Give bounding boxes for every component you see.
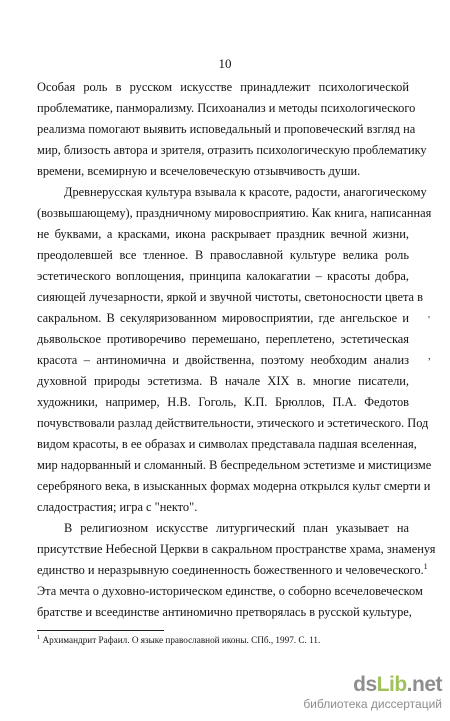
footnote <box>37 634 417 646</box>
footnote-text: Архимандрит Рафаил. О языке православной иконы. СПб., 1997. С. 11. <box>42 635 321 645</box>
margin-mark: , <box>428 350 431 362</box>
body-text-line: сакральном. В секуляризованном мировосприятии, где ангельское и <box>37 311 409 325</box>
body-text-line <box>37 562 428 578</box>
body-text-line: Эта мечта о духовно-историческом единстве, о соборно всечеловеческом <box>37 584 423 598</box>
body-text-line: преодолевшей все тленное. В православной культуре велика роль <box>37 248 409 262</box>
body-text-line: сияющей лучезарности, яркой и звучной чистоты, светоносности цвета в <box>37 290 423 304</box>
footnote-reference[interactable]: 1 <box>423 562 428 571</box>
body-text-line: красота – антиномична и двойственна, поэтому необходим анализ <box>37 353 409 367</box>
logo-net: .net <box>406 673 442 696</box>
body-text-line: мир надорванный и сломанный. В беспредельном эстетизме и мистицизме <box>37 458 432 472</box>
dslib-logo <box>353 673 442 697</box>
dslib-watermark <box>296 673 446 717</box>
body-text-span: единство и неразрывную соединенность божественного и человеческого. <box>37 563 424 577</box>
body-text-line: проблематике, панморализму. Психоанализ и методы психологического <box>37 101 416 115</box>
watermark-subtitle: библиотека диссертаций <box>303 697 442 711</box>
body-text-line: реализма помогают выявить исповедальный и проповеческий взгляд на <box>37 122 416 136</box>
logo-lib: Lib <box>376 673 407 696</box>
body-text-line: В религиозном искусстве литургический план указывает на <box>64 521 409 535</box>
body-text-line: мир, близость автора и зрителя, отразить психологическую проблематику <box>37 143 427 157</box>
body-text-line: времени, всемирную и всечеловеческую отзывчивость души. <box>37 164 361 178</box>
body-text-line: не буквами, а красками, икона раскрывает праздник вечной жизни, <box>37 227 409 241</box>
margin-mark: ' <box>428 314 430 326</box>
footnote-separator <box>37 630 164 631</box>
body-text-line: дьявольское противоречиво перемешано, переплетено, эстетическая <box>37 332 409 346</box>
body-text-line: сладострастия; игра с "некто". <box>37 500 198 514</box>
footnote-number: 1 <box>37 634 41 641</box>
body-text-line: эстетического воплощения, принципа калокагатии – красоты добра, <box>37 269 409 283</box>
body-text-line: видом красоты, в ее образах и символах представала падшая вселенная, <box>37 437 417 451</box>
body-text-line: братстве и всеединстве антиномично претворялась в русской культуре, <box>37 605 412 619</box>
body-text-line: (возвышающему), праздничному мировосприятию. Как книга, написанная <box>37 206 432 220</box>
body-text-line: духовной природы эстетизма. В начале XIX в. многие писатели, <box>37 374 409 388</box>
body-text-line: Древнерусская культура взывала к красоте, радости, анагогическому <box>64 185 427 199</box>
body-text-line: почувствовали разлад действительности, этического и эстетического. Под <box>37 416 429 430</box>
body-text-line: художники, например, Н.В. Гоголь, К.П. Брюллов, П.А. Федотов <box>37 395 409 409</box>
body-text-line: серебряного века, в изысканных формах модерна открылся культ смерти и <box>37 479 431 493</box>
body-text-line: Особая роль в русском искусстве принадлежит психологической <box>37 80 409 94</box>
page-number: 10 <box>218 56 232 71</box>
logo-ds: ds <box>353 673 377 696</box>
body-text-line: присутствие Небесной Церкви в сакральном пространстве храма, знаменуя <box>37 542 436 556</box>
